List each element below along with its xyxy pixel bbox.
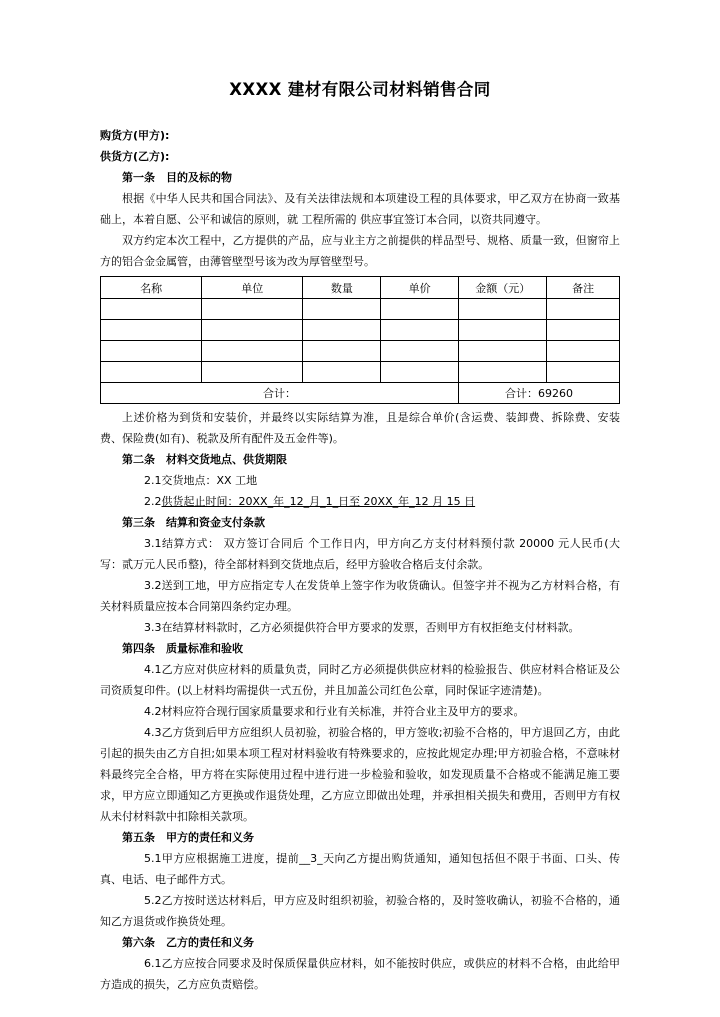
item-number: 2.1 bbox=[144, 474, 162, 488]
table-cell bbox=[547, 341, 620, 362]
item-number: 4.2 bbox=[144, 705, 162, 719]
table-cell bbox=[101, 299, 202, 320]
goods-table bbox=[100, 276, 620, 404]
table-header-cell: 备注 bbox=[547, 277, 620, 299]
table-header-cell: 数量 bbox=[303, 277, 381, 299]
table-row bbox=[101, 362, 620, 383]
table-cell bbox=[101, 320, 202, 341]
total-right-value: 69260 bbox=[538, 387, 574, 401]
clause-4-item-1 bbox=[100, 659, 620, 701]
table-cell bbox=[547, 362, 620, 383]
item-text: 结算方式： 双方签订合同后 个工作日内，甲方向乙方支付材料预付款 20000 元人民币(大写：贰万元人民币整)，待全部材料到交货地点后，经甲方验收合格后支付余款。 bbox=[100, 537, 620, 572]
clause-4-item-2 bbox=[100, 701, 620, 722]
table-cell bbox=[303, 320, 381, 341]
table-header-cell: 单位 bbox=[202, 277, 303, 299]
table-cell bbox=[303, 341, 381, 362]
clause-1-heading: 第一条 目的及标的物 bbox=[122, 171, 232, 185]
table-cell bbox=[303, 362, 381, 383]
item-number: 5.1 bbox=[144, 852, 162, 866]
item-number: 4.1 bbox=[144, 663, 162, 677]
clause-4-item-3 bbox=[100, 722, 620, 827]
table-cell bbox=[381, 320, 459, 341]
item-text: 乙方应按合同要求及时保质保量供应材料，如不能按时供应，或供应的材料不合格，由此给甲方造成的损失，乙方应负责赔偿。 bbox=[100, 957, 620, 992]
item-text: 乙方货到后甲方应组织人员初验，初验合格的，甲方签收;初验不合格的，甲方退回乙方，由此引起的损失由乙方自担;如果本项工程对材料验收有特殊要求的，应按此规定办理;甲方初验合格，不意味材料最终完全合格，甲方将在实际使用过程中进行进一步检验和验收，如发现质量不合格或不能满足施工要求，甲方应立即通知乙方更换或作退货处理，乙方应立即做出处理，并承担相关损失和费用，否则甲方有权从未付材料款中扣除相关款项。 bbox=[100, 726, 620, 824]
item-number: 5.2 bbox=[144, 894, 162, 908]
clause-6-heading: 第六条 乙方的责任和义务 bbox=[122, 936, 254, 950]
clause-5-heading: 第五条 甲方的责任和义务 bbox=[122, 831, 254, 845]
page-title: XXXX 建材有限公司材料销售合同 bbox=[229, 80, 491, 99]
clause-2-item-1 bbox=[100, 470, 620, 491]
table-cell bbox=[202, 362, 303, 383]
item-text: 交货地点：XX 工地 bbox=[161, 474, 258, 488]
item-text: 在结算材料款时，乙方必须提供符合甲方要求的发票，否则甲方有权拒绝支付材料款。 bbox=[161, 621, 580, 635]
table-header-row bbox=[101, 277, 620, 299]
table-cell bbox=[202, 341, 303, 362]
clause-5-item-1 bbox=[100, 848, 620, 890]
item-number: 2.2 bbox=[144, 495, 162, 509]
party-block bbox=[100, 125, 620, 167]
table-total-left-cell: 合计： bbox=[101, 383, 459, 404]
table-row bbox=[101, 320, 620, 341]
item-number: 3.1 bbox=[144, 537, 162, 551]
table-header-cell: 名称 bbox=[101, 277, 202, 299]
table-cell bbox=[459, 299, 547, 320]
item-number: 3.3 bbox=[144, 621, 162, 635]
clause-3-item-2 bbox=[100, 575, 620, 617]
item-number: 3.2 bbox=[144, 579, 162, 593]
table-cell bbox=[101, 341, 202, 362]
clause-2-item-2 bbox=[100, 491, 620, 512]
item-number: 6.1 bbox=[144, 957, 162, 971]
total-right-label: 合计： bbox=[505, 387, 539, 401]
clause-3-item-1 bbox=[100, 533, 620, 575]
clause-1-paragraph-2: 双方约定本次工程中，乙方提供的产品，应与业主方之前提供的样品型号、规格、质量一致，但窗帘上方的铝合金金属管，由薄管壁型号该为改为厚管壁型号。 bbox=[100, 234, 620, 269]
clause-3-item-3 bbox=[100, 617, 620, 638]
item-text: 材料应符合现行国家质量要求和行业有关标准，并符合业主及甲方的要求。 bbox=[161, 705, 525, 719]
item-text: 甲方应根据施工进度，提前__3_天向乙方提出购货通知，通知包括但不限于书面、口头、传真、电话、电子邮件方式。 bbox=[100, 852, 620, 887]
table-cell bbox=[381, 299, 459, 320]
table-cell bbox=[459, 362, 547, 383]
buyer-party-line: 购货方(甲方): bbox=[100, 129, 170, 143]
table-cell bbox=[381, 362, 459, 383]
table-body bbox=[101, 299, 620, 404]
table-cell bbox=[381, 341, 459, 362]
clause-1-after-table-paragraph: 上述价格为到货和安装价，并最终以实际结算为准，且是综合单价(含运费、装卸费、拆除费、安装费、保险费(如有)、税款及所有配件及五金件等)。 bbox=[100, 411, 620, 446]
table-cell bbox=[459, 320, 547, 341]
item-text: 乙方按时送达材料后，甲方应及时组织初验，初验合格的，及时签收确认，初验不合格的，通知乙方退货或作换货处理。 bbox=[100, 894, 620, 929]
table-header-cell: 金额（元） bbox=[459, 277, 547, 299]
clause-1-paragraph-1: 根据《中华人民共和国合同法》、及有关法律法规和本项建设工程的具体要求，甲乙双方在协商一致基础上，本着自愿、公平和诚信的原则，就 工程所需的 供应事宜签订本合同，以资共同遵守。 bbox=[100, 192, 620, 227]
table-row bbox=[101, 299, 620, 320]
table-cell bbox=[202, 299, 303, 320]
table-total-row bbox=[101, 383, 620, 404]
table-header-cell: 单价 bbox=[381, 277, 459, 299]
item-text: 乙方应对供应材料的质量负责，同时乙方必须提供供应材料的检验报告、供应材料合格证及公司资质复印件。(以上材料均需提供一式五份，并且加盖公司红色公章，同时保证字迹清楚)。 bbox=[100, 663, 620, 698]
table-cell bbox=[202, 320, 303, 341]
item-number: 4.3 bbox=[144, 726, 162, 740]
table-cell bbox=[459, 341, 547, 362]
clause-3-heading: 第三条 结算和资金支付条款 bbox=[122, 516, 265, 530]
table-cell bbox=[303, 299, 381, 320]
clause-6-item-1 bbox=[100, 953, 620, 995]
clause-4-heading: 第四条 质量标准和验收 bbox=[122, 642, 243, 656]
item-text: 送到工地，甲方应指定专人在发货单上签字作为收货确认。但签字并不视为乙方材料合格，有关材料质量应按本合同第四条约定办理。 bbox=[100, 579, 620, 614]
table-cell bbox=[547, 320, 620, 341]
table-row bbox=[101, 341, 620, 362]
supplier-party-line: 供货方(乙方): bbox=[100, 150, 170, 164]
table-total-right-cell bbox=[459, 383, 620, 404]
clause-2-heading: 第二条 材料交货地点、供货期限 bbox=[122, 453, 287, 467]
item-text: 供货起止时间：20XX_年_12_月_1_日至 20XX_年_12 月 15 日 bbox=[161, 495, 476, 509]
clause-5-item-2 bbox=[100, 890, 620, 932]
table-cell bbox=[547, 299, 620, 320]
table-cell bbox=[101, 362, 202, 383]
